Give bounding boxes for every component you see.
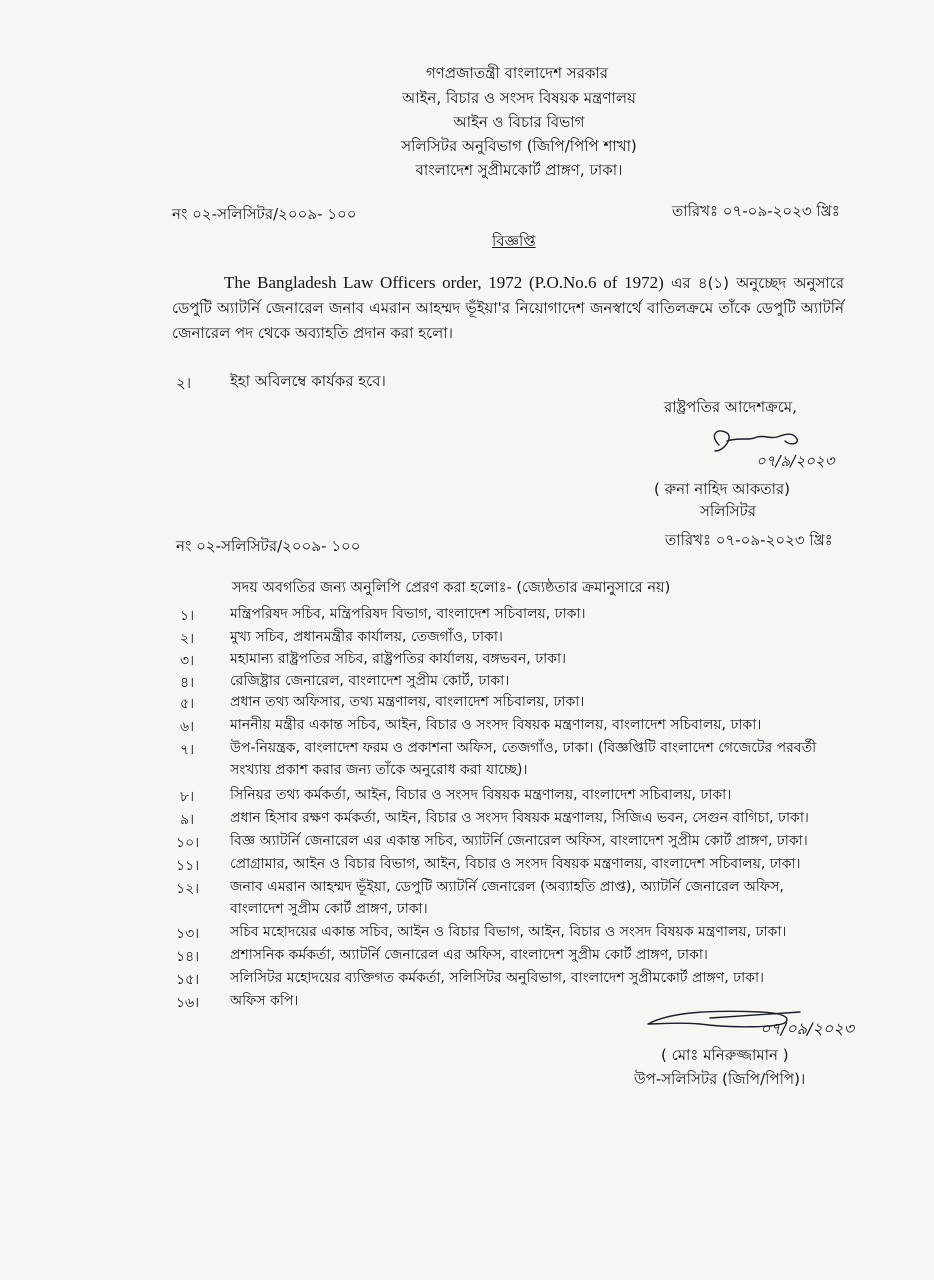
cc-item-number: ১৩। <box>176 926 200 942</box>
cc-item-text: প্রধান তথ্য অফিসার, তথ্য মন্ত্রণালয়, বাংলাদেশ সচিবালয়, ঢাকা। <box>230 694 585 710</box>
cc-item-number: ৩। <box>180 653 195 669</box>
cc-item-number: ৫। <box>180 696 195 712</box>
cc-item-text: অফিস কপি। <box>230 993 299 1009</box>
law-citation: The Bangladesh Law Officers order, 1972 (P.O.No.6 of 1972) <box>224 273 664 292</box>
cc-item-number: ৪। <box>180 675 195 691</box>
cc-item-number: ৯। <box>180 812 195 828</box>
cc-item-text-continued: বাংলাদেশ সুপ্রীম কোর্ট প্রাঙ্গণ, ঢাকা। <box>230 901 428 917</box>
header-ministry: আইন, বিচার ও সংসদ বিষয়ক মন্ত্রণালয় <box>402 89 636 107</box>
memo-reference: নং ০২-সলিসিটর/২০০৯- ১০০ <box>172 205 357 223</box>
cc-item-number: ৭। <box>180 742 195 758</box>
cc-item-number: ২। <box>180 631 195 647</box>
cc-item-text: সচিব মহোদয়ের একান্ত সচিব, আইন ও বিচার বিভাগ, আইন, বিচার ও সংসদ বিষয়ক মন্ত্রণালয়, ঢাকা। <box>230 924 787 940</box>
cc-item-text: জনাব এমরান আহম্মদ ভূঁইয়া, ডেপুটি অ্যাটর্নি জেনারেল (অব্যাহতি প্রাপ্ত), অ্যাটর্নি জেনারেল অফিস, <box>230 879 784 895</box>
cc-item-text: প্রশাসনিক কর্মকর্তা, অ্যাটর্নি জেনারেল এর অফিস, বাংলাদেশ সুপ্রীম কোর্ট প্রাঙ্গণ, ঢাকা। <box>230 947 708 963</box>
cc-item-number: ১১। <box>176 858 200 874</box>
header-division: আইন ও বিচার বিভাগ <box>453 113 585 131</box>
cc-item-text: মন্ত্রিপরিষদ সচিব, মন্ত্রিপরিষদ বিভাগ, বাংলাদেশ সচিবালয়, ঢাকা। <box>230 606 586 622</box>
header-address: বাংলাদেশ সুপ্রীমকোর্ট প্রাঙ্গণ, ঢাকা। <box>415 161 623 179</box>
cc-item-number: ৬। <box>180 719 195 735</box>
cc-item-number: ১। <box>180 608 195 624</box>
signatory-2-designation: উপ-সলিসিটর (জিপি/পিপি)। <box>634 1070 806 1088</box>
signatory-2-name: ( মোঃ মনিরুজ্জামান ) <box>661 1046 789 1064</box>
paragraph-2-number: ২। <box>176 374 192 392</box>
cc-item-text: সিনিয়র তথ্য কর্মকর্তা, আইন, বিচার ও সংসদ বিষয়ক মন্ত্রণালয়, বাংলাদেশ সচিবালয়, ঢাকা। <box>230 787 732 803</box>
signatory-1-designation: সলিসিটর <box>700 502 757 520</box>
memo2-date: তারিখঃ ০৭-০৯-২০২৩ খ্রিঃ <box>665 531 833 549</box>
cc-item-text: উপ-নিয়ন্ত্রক, বাংলাদেশ ফরম ও প্রকাশনা অফিস, তেজগাঁও, ঢাকা। (বিজ্ঞপ্তিটি বাংলাদেশ গেজেটের পরবর্তী <box>230 740 817 756</box>
paragraph-1-text: এর ৪(১) অনুচ্ছেদ অনুসারে ডেপুটি অ্যাটর্নি জেনারেল জনাব এমরান আহম্মদ ভূঁইয়া'র নিয়োগাদেশ জনস্বার্থে বাতিলক্রমে তাঁকে ডেপুটি অ্যাটর্নি জেনারেল পদ থেকে অব্যাহতি প্রদান করা হলো। <box>172 274 844 342</box>
cc-item-number: ১০। <box>176 835 200 851</box>
paragraph-2-text: ইহা অবিলম্বে কার্যকর হবে। <box>230 372 386 390</box>
cc-item-text: সলিসিটর মহোদয়ের ব্যক্তিগত কর্মকর্তা, সলিসিটর অনুবিভাগ, বাংলাদেশ সুপ্রীমকোর্ট প্রাঙ্গণ, ঢাকা। <box>230 970 765 986</box>
header-government: গণপ্রজাতন্ত্রী বাংলাদেশ সরকার <box>425 64 609 82</box>
cc-item-number: ১৫। <box>176 972 200 988</box>
memo2-reference: নং ০২-সলিসিটর/২০০৯- ১০০ <box>176 537 361 555</box>
cc-item-text: রেজিষ্ট্রার জেনারেল, বাংলাদেশ সুপ্রীম কোর্ট, ঢাকা। <box>230 673 510 689</box>
cc-item-number: ১২। <box>176 881 200 897</box>
signatory-1-name: ( রুনা নাহিদ আকতার) <box>654 480 791 498</box>
presidential-order-line: রাষ্ট্রপতির আদেশক্রমে, <box>664 398 797 416</box>
cc-item-text: মাননীয় মন্ত্রীর একান্ত সচিব, আইন, বিচার ও সংসদ বিষয়ক মন্ত্রণালয়, বাংলাদেশ সচিবালয়, ঢাকা। <box>230 717 762 733</box>
signature-2-date: ০৭/০৯/২০২৩ <box>760 1019 854 1038</box>
cc-item-number: ১৬। <box>176 995 200 1011</box>
header-wing: সলিসিটর অনুবিভাগ (জিপি/পিপি শাখা) <box>401 137 637 155</box>
memo-date: তারিখঃ ০৭-০৯-২০২৩ খ্রিঃ <box>672 202 840 220</box>
signature-1-date: ০৭/৯/২০২৩ <box>756 452 835 470</box>
cc-item-number: ১৪। <box>176 949 200 965</box>
notice-paragraph-1 <box>172 270 844 346</box>
cc-item-text: মহামান্য রাষ্ট্রপতির সচিব, রাষ্ট্রপতির কার্যালয়, বঙ্গভবন, ঢাকা। <box>230 651 567 667</box>
cc-item-text-continued: সংখ্যায় প্রকাশ করার জন্য তাঁকে অনুরোধ করা যাচ্ছে)। <box>230 762 528 778</box>
cc-item-text: প্রধান হিসাব রক্ষণ কর্মকর্তা, আইন, বিচার ও সংসদ বিষয়ক মন্ত্রণালয়, সিজিএ ভবন, সেগুন বাগিচা, ঢাকা। <box>230 810 809 826</box>
cc-item-text: মুখ্য সচিব, প্রধানমন্ত্রীর কার্যালয়, তেজগাঁও, ঢাকা। <box>230 629 503 645</box>
cc-item-text: প্রোগ্রামার, আইন ও বিচার বিভাগ, আইন, বিচার ও সংসদ বিষয়ক মন্ত্রণালয়, বাংলাদেশ সচিবালয়, ঢাকা। <box>230 856 801 872</box>
cc-intro: সদয় অবগতির জন্য অনুলিপি প্রেরণ করা হলোঃ- (জ্যেষ্ঠতার ক্রমানুসারে নয়) <box>232 580 671 596</box>
cc-item-text: বিজ্ঞ অ্যাটর্নি জেনারেল এর একান্ত সচিব, অ্যাটর্নি জেনারেল অফিস, বাংলাদেশ সুপ্রীম কোর্ট প্রাঙ্গণ, ঢাকা। <box>230 833 808 849</box>
notice-title: বিজ্ঞপ্তি <box>492 232 536 250</box>
cc-item-number: ৮। <box>180 789 195 805</box>
